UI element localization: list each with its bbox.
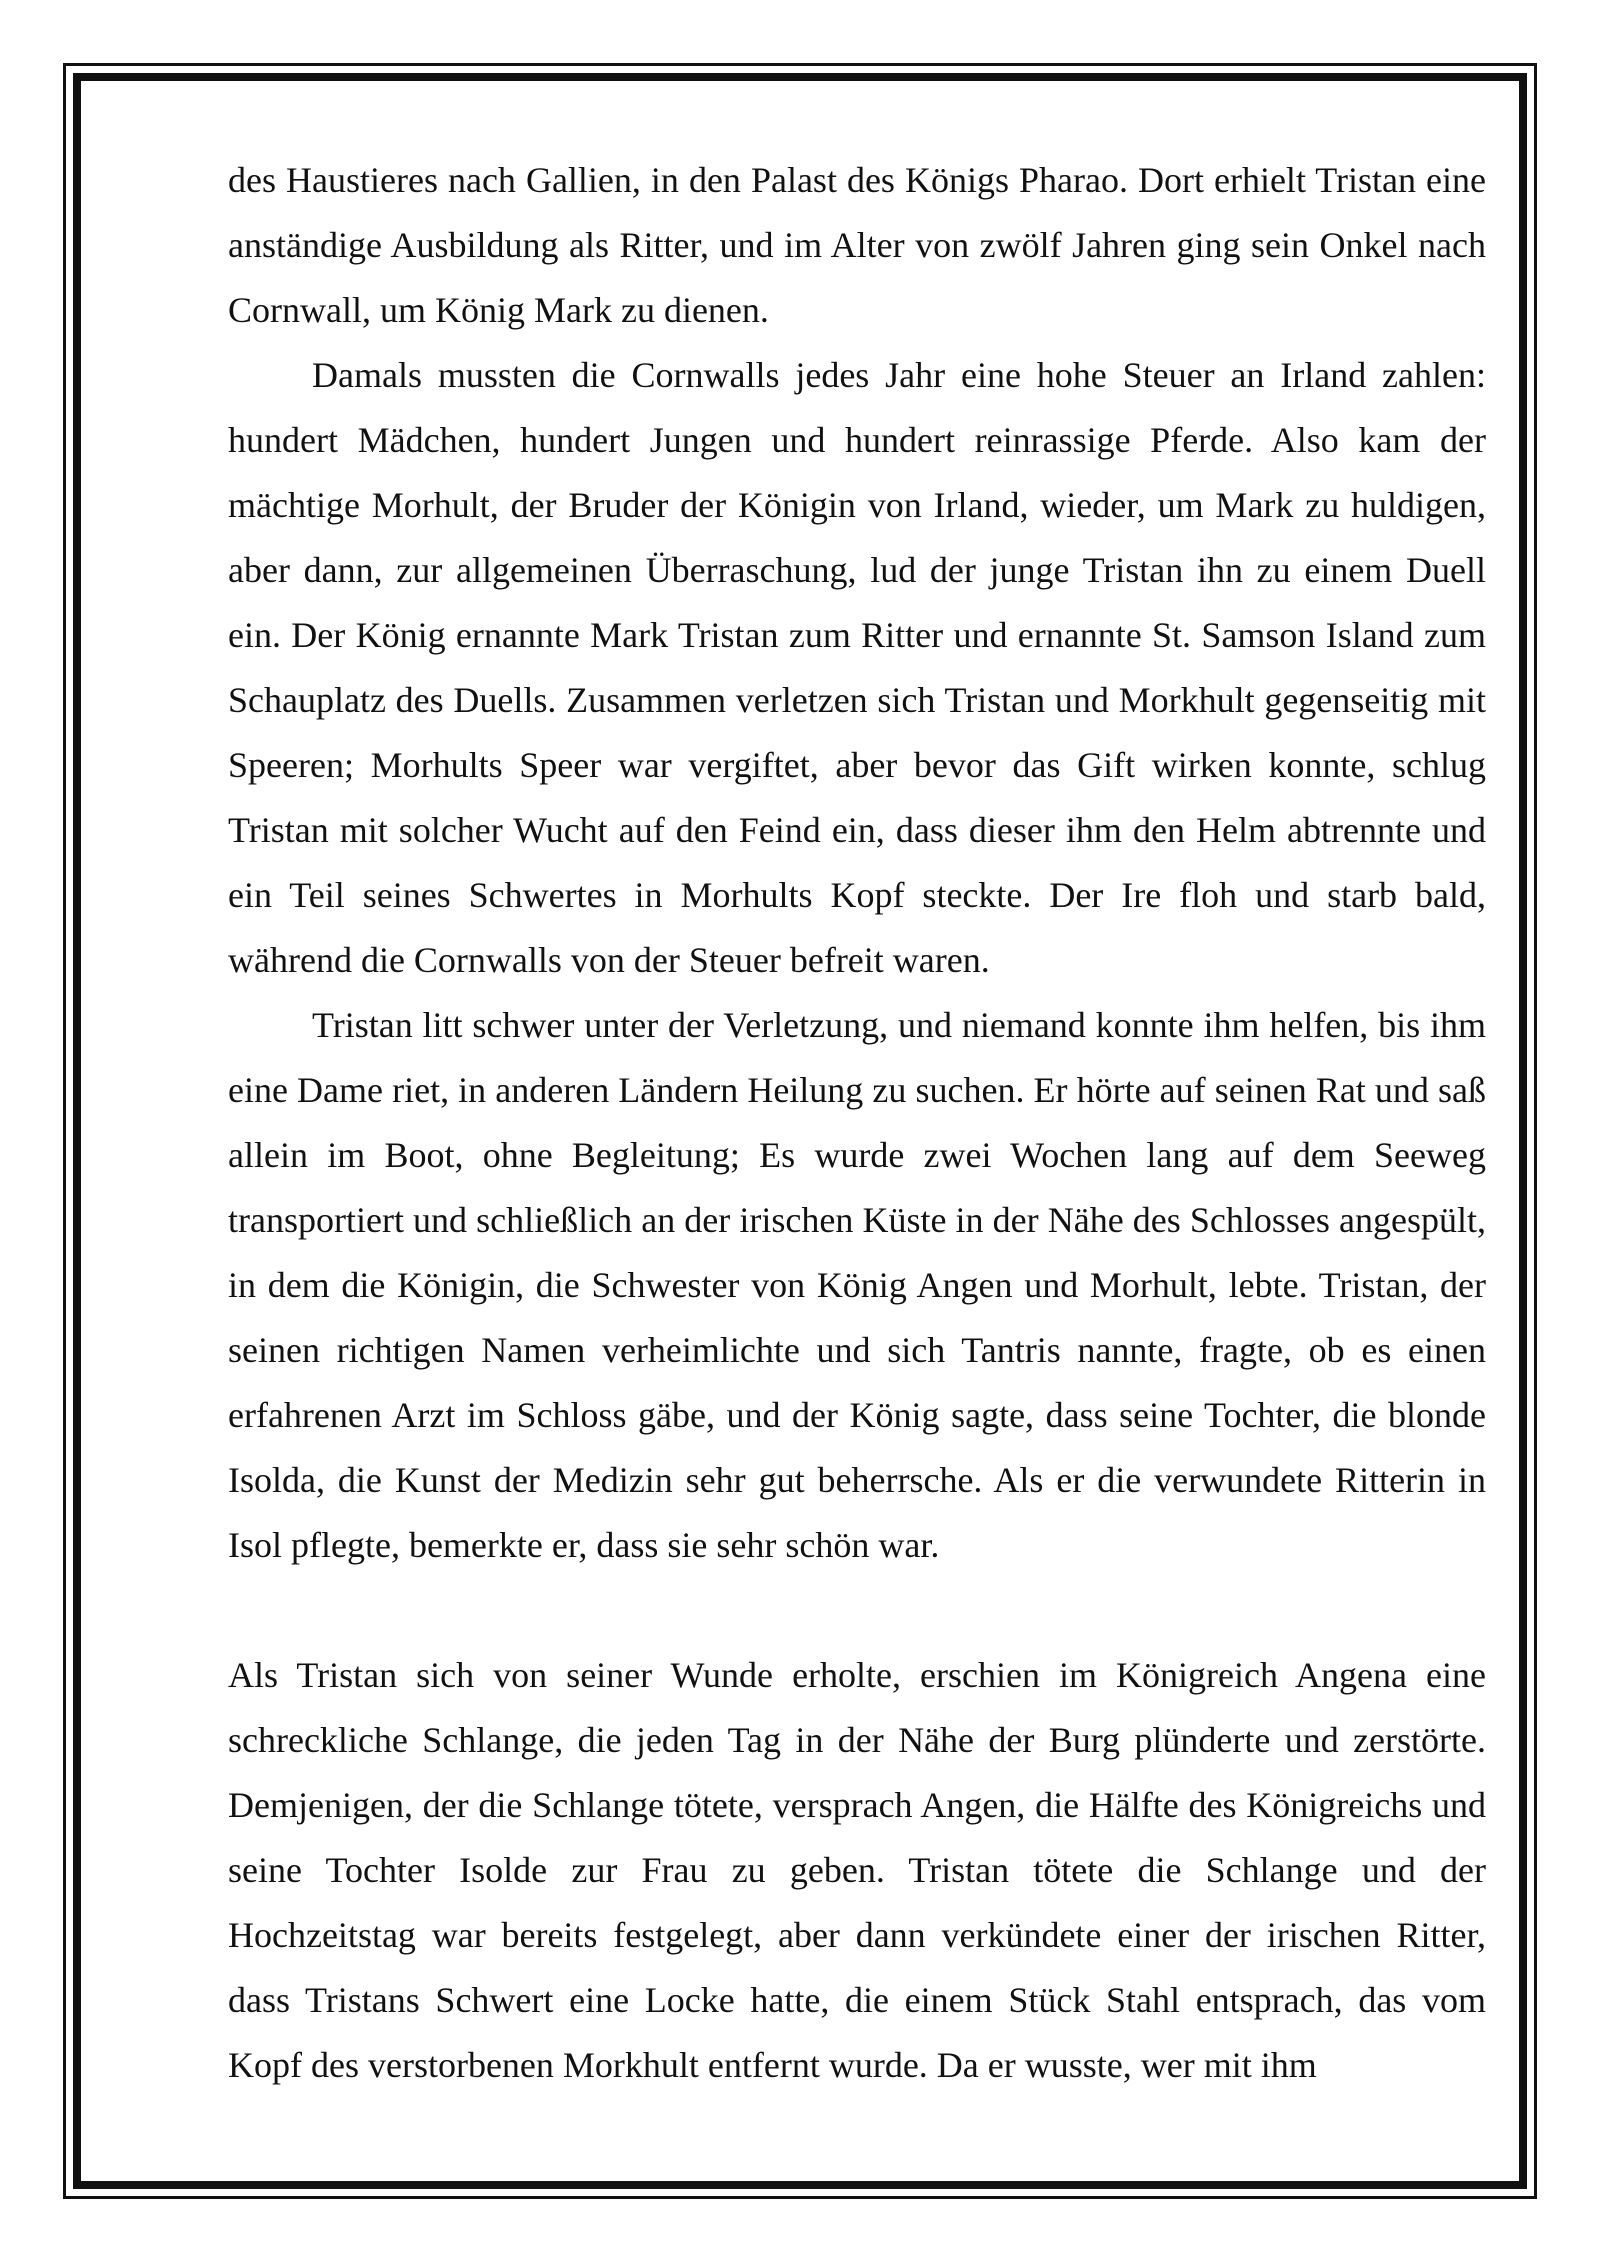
- paragraph-healing-journey: Tristan litt schwer unter der Verletzung, und niemand konnte ihm helfen, bis ihm eine Dame riet, in anderen Ländern Heilung zu suchen. Er hörte auf seinen Rat und saß allein im Boot, ohne Begleitung; Es wurde zwei Wochen lang auf dem Seeweg transportiert und schließlich an der irischen Küste in der Nähe des Schlosses angespült, in dem die Königin, die Schwester von König Angen und Morhult, lebte. Tristan, der seinen richtigen Namen verheimlichte und sich Tantris nannte, fragte, ob es einen erfahrenen Arzt im Schloss gäbe, und der König sagte, dass seine Tochter, die blonde Isolda, die Kunst der Medizin sehr gut beherrsche. Als er die verwundete Ritterin in Isol pflegte, bemerkte er, dass sie sehr schön war.: [228, 1005, 1486, 1565]
- document-body: [228, 148, 1486, 2098]
- paragraph-tribute-duel: Damals mussten die Cornwalls jedes Jahr eine hohe Steuer an Irland zahlen: hundert Mädchen, hundert Jungen und hundert reinrassige Pferde. Also kam der mächtige Morhult, der Bruder der Königin von Irland, wieder, um Mark zu huldigen, aber dann, zur allgemeinen Überraschung, lud der junge Tristan ihn zu einem Duell ein. Der König ernannte Mark Tristan zum Ritter und ernannte St. Samson Island zum Schauplatz des Duells. Zusammen verletzen sich Tristan und Morkhult gegenseitig mit Speeren; Morhults Speer war vergiftet, aber bevor das Gift wirken konnte, schlug Tristan mit solcher Wucht auf den Feind ein, dass dieser ihm den Helm abtrennte und ein Teil seines Schwertes in Morhults Kopf steckte. Der Ire floh und starb bald, während die Cornwalls von der Steuer befreit waren.: [228, 355, 1486, 980]
- paragraph-continuation: des Haustieres nach Gallien, in den Palast des Königs Pharao. Dort erhielt Tristan eine anständige Ausbildung als Ritter, und im Alter von zwölf Jahren ging sein Onkel nach Cornwall, um König Mark zu dienen.: [228, 160, 1486, 330]
- paragraph-serpent: Als Tristan sich von seiner Wunde erholte, erschien im Königreich Angena eine schreckliche Schlange, die jeden Tag in der Nähe der Burg plünderte und zerstörte. Demjenigen, der die Schlange tötete, versprach Angen, die Hälfte des Königreichs und seine Tochter Isolde zur Frau zu geben. Tristan tötete die Schlange und der Hochzeitstag war bereits festgelegt, aber dann verkündete einer der irischen Ritter, dass Tristans Schwert eine Locke hatte, die einem Stück Stahl entsprach, das vom Kopf des verstorbenen Morkhult entfernt wurde. Da er wusste, wer mit ihm: [228, 1655, 1486, 2085]
